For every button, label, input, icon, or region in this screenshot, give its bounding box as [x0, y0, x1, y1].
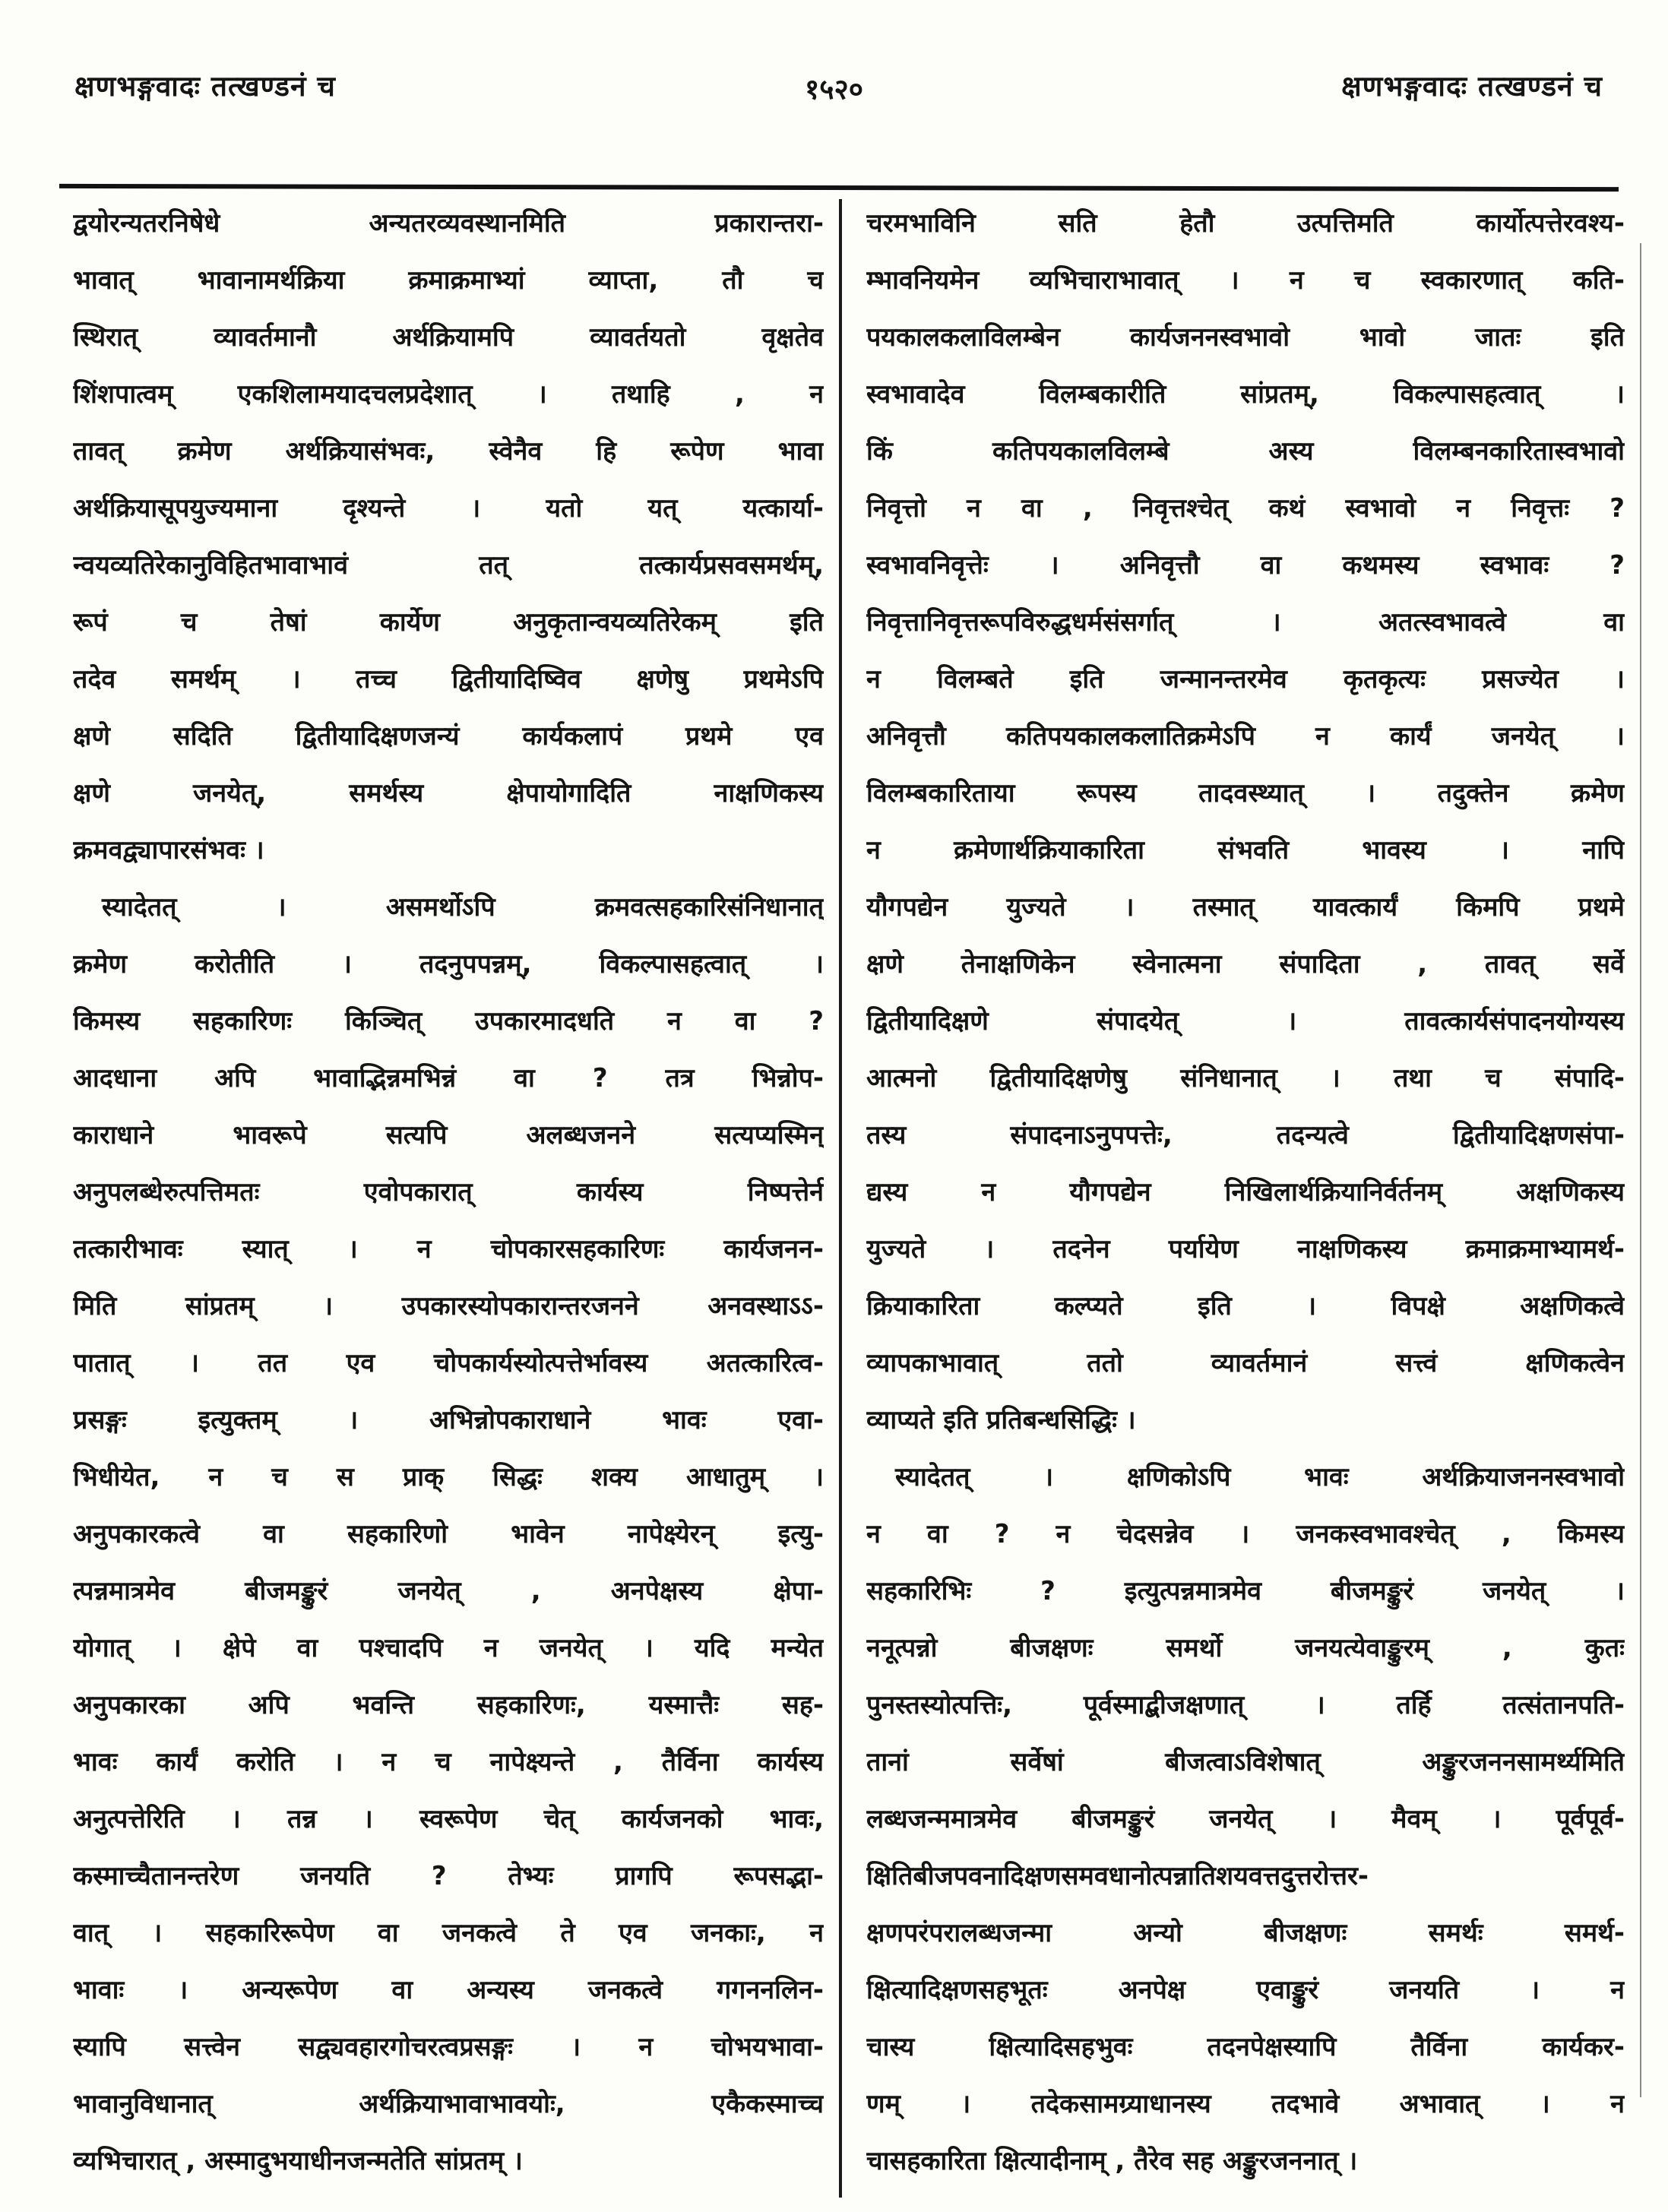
text-line: व्याप्यते इति प्रतिबन्धसिद्धिः ।	[866, 1405, 1136, 1435]
right-text-column	[866, 195, 1625, 2190]
text-line: स्यादेतत् । असमर्थोऽपि क्रमवत्सहकारिसंनिधानात्	[102, 892, 824, 922]
text-line: क्षित्यादिक्षणसहभूतः अनपेक्ष एवाङ्कुरं जनयति । न	[866, 1975, 1625, 2005]
text-line: रूपं च तेषां कार्येण अनुकृतान्वयव्यतिरेकम् इति	[73, 607, 824, 638]
text-line: पातात् । तत एव चोपकार्यस्योत्पत्तेर्भावस्य अतत्कारित्व-	[73, 1348, 824, 1378]
text-line: स्थिरात् व्यावर्तमानौ अर्थक्रियामपि व्यावर्तयतो वृक्षतेव	[73, 322, 824, 353]
text-line: पयकालकलाविलम्बेन कार्यजननस्वभावो भावो जातः इति	[866, 322, 1625, 353]
text-line: क्षणे जनयेत्, समर्थस्य क्षेपायोगादिति नाक्षणिकस्य	[73, 778, 824, 809]
page-edge-line	[1640, 243, 1641, 2097]
text-line: योगात् । क्षेपे वा पश्चादपि न जनयेत् । यदि मन्येत	[73, 1633, 824, 1663]
text-line: न्वयव्यतिरेकानुविहितभावाभावं तत् तत्कार्यप्रसवसमर्थम्,	[73, 550, 824, 581]
text-line: वात् । सहकारिरूपेण वा जनकत्वे ते एव जनकाः, न	[73, 1918, 824, 1948]
running-header-left: क्षणभङ्गवादः तत्खण्डनं च	[74, 70, 336, 103]
text-line: स्यापि सत्त्वेन सद्व्यवहारगोचरत्वप्रसङ्गः । न चोभयभावा-	[73, 2032, 824, 2062]
text-line: चास्य क्षित्यादिसहभुवः तदनपेक्षस्यापि तैर्विना कार्यकर-	[866, 2032, 1625, 2062]
text-line: मिति सांप्रतम् । उपकारस्योपकारान्तरजनने अनवस्थाऽऽ-	[73, 1291, 824, 1321]
text-line: तानां सर्वेषां बीजत्वाऽविशेषात् अङ्कुरजननसामर्थ्यमिति	[866, 1747, 1625, 1777]
text-line: तावत् क्रमेण अर्थक्रियासंभवः, स्वेनैव हि रूपेण भावा	[73, 436, 824, 467]
text-line: अनुत्पत्तेरिति । तन्न । स्वरूपेण चेत् कार्यजनको भावः,	[73, 1804, 824, 1834]
text-line: न वा ? न चेदसन्नेव । जनकस्वभावश्चेत् , किमस्य	[866, 1519, 1625, 1549]
text-line: क्रमवद्व्यापारसंभवः ।	[73, 835, 264, 865]
text-line: व्यापकाभावात् ततो व्यावर्तमानं सत्त्वं क्षणिकत्वेन	[866, 1348, 1625, 1378]
text-line: न विलम्बते इति जन्मानन्तरमेव कृतकृत्यः प्रसज्येत ।	[866, 664, 1625, 695]
text-line: णम् । तदेकसामग्र्याधानस्य तदभावे अभावात् । न	[866, 2089, 1625, 2119]
text-line: क्रमेण करोतीति । तदनुपपन्नम्, विकल्पासहत्वात् ।	[73, 949, 824, 979]
text-line: क्षितिबीजपवनादिक्षणसमवधानोत्पन्नातिशयवत्तदुत्तरोत्तर-	[866, 1861, 1369, 1891]
text-line: द्यस्य न यौगपद्येन निखिलार्थक्रियानिर्वर्तनम् अक्षणिकस्य	[866, 1177, 1625, 1207]
text-line: सहकारिभिः ? इत्युत्पन्नमात्रमेव बीजमङ्कुरं जनयेत् ।	[866, 1576, 1625, 1606]
header-rule	[59, 184, 1619, 191]
text-line: भावाः । अन्यरूपेण वा अन्यस्य जनकत्वे गगननलिन-	[73, 1975, 824, 2005]
paragraph	[866, 195, 1625, 1449]
text-line: ननूत्पन्नो बीजक्षणः समर्थो जनयत्येवाङ्कुरम् , कुतः	[866, 1633, 1625, 1663]
text-line: निवृत्तो न वा , निवृत्तश्चेत् कथं स्वभावो न निवृत्तः ?	[866, 493, 1625, 524]
text-line: अनुपकारकत्वे वा सहकारिणो भावेन नापेक्ष्येरन् इत्यु-	[73, 1519, 824, 1549]
paragraph	[73, 195, 824, 879]
text-line: अनुपलब्धेरुत्पत्तिमतः एवोपकारात् कार्यस्य निष्पत्तेर्न	[73, 1177, 824, 1207]
text-line: प्रसङ्गः इत्युक्तम् । अभिन्नोपकाराधाने भावः एवा-	[73, 1405, 824, 1435]
paragraph	[73, 879, 824, 2190]
text-line: त्पन्नमात्रमेव बीजमङ्कुरं जनयेत् , अनपेक्षस्य क्षेपा-	[73, 1576, 824, 1606]
text-line: पुनस्तस्योत्पत्तिः, पूर्वस्माद्बीजक्षणात् । तर्हि तत्संतानपति-	[866, 1690, 1625, 1720]
text-line: म्भावनियमेन व्यभिचाराभावात् । न च स्वकारणात् कति-	[866, 265, 1625, 296]
paragraph	[866, 1449, 1625, 2190]
text-line: किं कतिपयकालविलम्बे अस्य विलम्बनकारितास्वभावो	[866, 436, 1625, 467]
text-line: स्वभावादेव विलम्बकारीति सांप्रतम्, विकल्पासहत्वात् ।	[866, 379, 1625, 410]
text-line: लब्धजन्ममात्रमेव बीजमङ्कुरं जनयेत् । मैवम् । पूर्वपूर्व-	[866, 1804, 1625, 1834]
text-line: चरमभाविनि सति हेतौ उत्पत्तिमति कार्योत्पत्तेरवश्य-	[866, 208, 1625, 239]
text-line: क्षणे तेनाक्षणिकेन स्वेनात्मना संपादिता , तावत् सर्वे	[866, 949, 1625, 979]
text-line: निवृत्तानिवृत्तरूपविरुद्धधर्मसंसर्गात् । अतत्स्वभावत्वे वा	[866, 607, 1625, 638]
running-header-right: क्षणभङ्गवादः तत्खण्डनं च	[1341, 70, 1603, 103]
text-line: स्यादेतत् । क्षणिकोऽपि भावः अर्थक्रियाजननस्वभावो	[895, 1462, 1625, 1492]
text-line: कस्माच्चैतानन्तरेण जनयति ? तेभ्यः प्रागपि रूपसद्भा-	[73, 1861, 824, 1891]
text-line: किमस्य सहकारिणः किञ्चित् उपकारमादधति न वा ?	[73, 1006, 824, 1036]
text-line: अर्थक्रियासूपयुज्यमाना दृश्यन्ते । यतो यत् यत्कार्या-	[73, 493, 824, 524]
text-line: काराधाने भावरूपे सत्यपि अलब्धजनने सत्यप्यस्मिन्	[73, 1120, 824, 1150]
text-line: तदेव समर्थम् । तच्च द्वितीयादिष्विव क्षणेषु प्रथमेऽपि	[73, 664, 824, 695]
text-line: द्वितीयादिक्षणे संपादयेत् । तावत्कार्यसंपादनयोग्यस्य	[866, 1006, 1625, 1036]
text-line: शिंशपात्वम् एकशिलामयादचलप्रदेशात् । तथाहि , न	[73, 379, 824, 410]
text-line: द्वयोरन्यतरनिषेधे अन्यतरव्यवस्थानमिति प्रकारान्तरा-	[73, 208, 824, 239]
text-line: अनुपकारका अपि भवन्ति सहकारिणः, यस्मात्तैः सह-	[73, 1690, 824, 1720]
text-line: तत्कारीभावः स्यात् । न चोपकारसहकारिणः कार्यजनन-	[73, 1234, 824, 1264]
text-line: विलम्बकारिताया रूपस्य तादवस्थ्यात् । तदुक्तेन क्रमेण	[866, 778, 1625, 809]
text-line: युज्यते । तदनेन पर्यायेण नाक्षणिकस्य क्रमाक्रमाभ्यामर्थ-	[866, 1234, 1625, 1264]
text-line: स्वभावनिवृत्तेः । अनिवृत्तौ वा कथमस्य स्वभावः ?	[866, 550, 1625, 581]
text-line: यौगपद्येन युज्यते । तस्मात् यावत्कार्यं किमपि प्रथमे	[866, 892, 1625, 922]
text-line: अनिवृत्तौ कतिपयकालकलातिक्रमेऽपि न कार्यं जनयेत् ।	[866, 721, 1625, 752]
page-number: १५२०	[805, 73, 863, 106]
text-line: भावः कार्यं करोति । न च नापेक्ष्यन्ते , तैर्विना कार्यस्य	[73, 1747, 824, 1777]
text-line: न क्रमेणार्थक्रियाकारिता संभवति भावस्य । नापि	[866, 835, 1625, 865]
text-line: क्षणे सदिति द्वितीयादिक्षणजन्यं कार्यकलापं प्रथमे एव	[73, 721, 824, 752]
left-text-column	[73, 195, 824, 2190]
text-line: भिधीयेत, न च स प्राक् सिद्धः शक्य आधातुम् ।	[73, 1462, 824, 1492]
text-line: आत्मनो द्वितीयादिक्षणेषु संनिधानात् । तथा च संपादि-	[866, 1063, 1625, 1093]
text-line: भावानुविधानात् अर्थक्रियाभावाभावयोः, एकैकस्माच्च	[73, 2089, 824, 2119]
text-line: तस्य संपादनाऽनुपपत्तेः, तदन्यत्वे द्वितीयादिक्षणसंपा-	[866, 1120, 1625, 1150]
text-line: व्यभिचारात् , अस्मादुभयाधीनजन्मतेति सांप्रतम् ।	[73, 2146, 523, 2176]
text-line: क्रियाकारिता कल्प्यते इति । विपक्षे अक्षणिकत्वे	[866, 1291, 1625, 1321]
text-line: भावात् भावानामर्थक्रिया क्रमाक्रमाभ्यां व्याप्ता, तौ च	[73, 265, 824, 296]
text-line: आदधाना अपि भावाद्भिन्नमभिन्नं वा ? तत्र भिन्नोप-	[73, 1063, 824, 1093]
text-line: क्षणपरंपरालब्धजन्मा अन्यो बीजक्षणः समर्थः समर्थ-	[866, 1918, 1625, 1948]
column-divider	[839, 199, 842, 2198]
text-line: चासहकारिता क्षित्यादीनाम् , तैरेव सह अङ्कुरजननात् ।	[866, 2146, 1358, 2176]
